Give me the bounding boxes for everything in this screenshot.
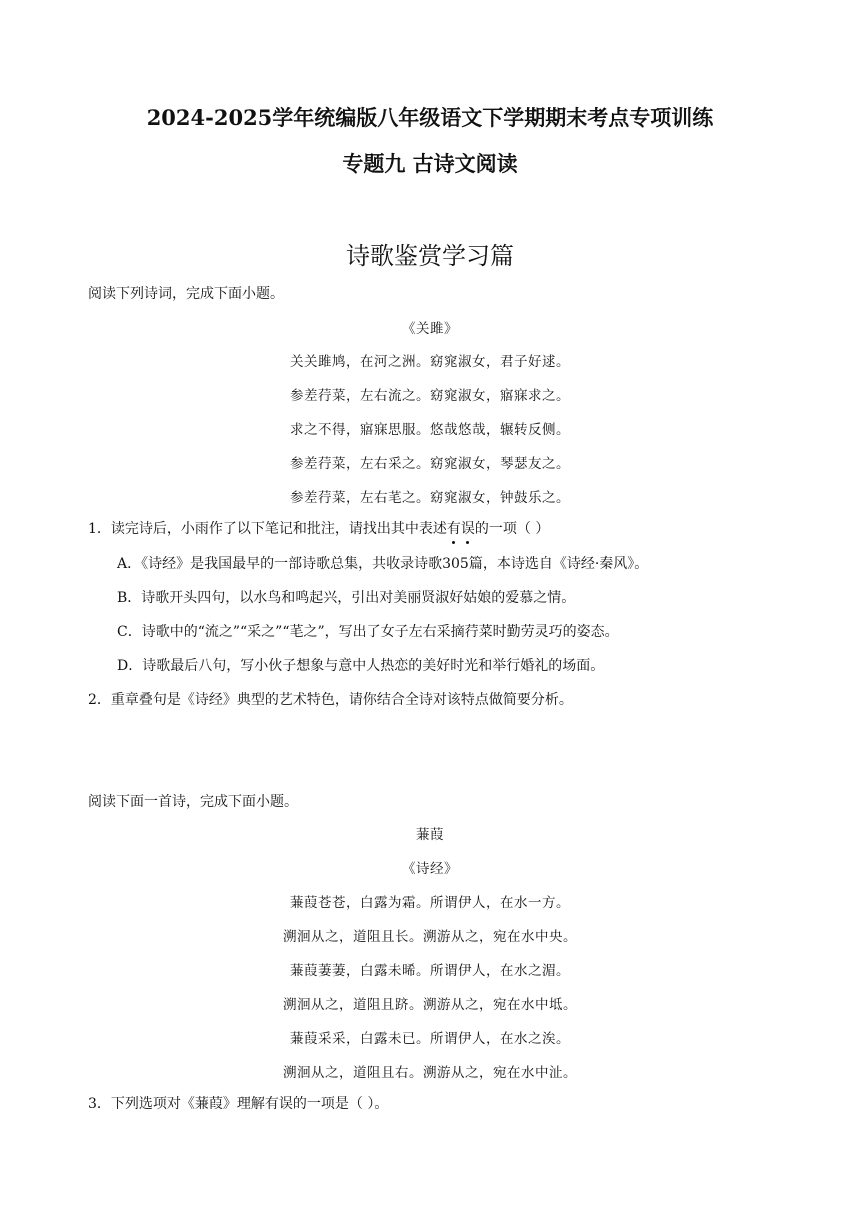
poem1-line: 参差荇菜，左右流之。窈窕淑女，寤寐求之。 [290,388,570,404]
poem2-line: 蒹葭采采，白露未已。所谓伊人，在水之涘。 [290,1031,570,1047]
poem2-line: 蒹葭萋萋，白露未晞。所谓伊人，在水之湄。 [290,963,570,979]
part1-instruction: 阅读下列诗词，完成下面小题。 [88,286,284,302]
poem1-title: 《关雎》 [402,321,458,337]
option-d: D．诗歌最后八句，写小伙子想象与意中人热恋的美好时光和举行婚礼的场面。 [117,658,605,674]
poem1-line: 参差荇菜，左右芼之。窈窕淑女，钟鼓乐之。 [290,490,570,506]
question-1-suffix: 的一项（ ） [474,521,550,537]
poem1-line: 求之不得，寤寐思服。悠哉悠哉，辗转反侧。 [290,422,570,438]
poem2-source: 《诗经》 [402,861,458,877]
poem1-line: 参差荇菜，左右采之。窈窕淑女，琴瑟友之。 [290,456,570,472]
emphasis-char: 误 [461,518,475,538]
part2-instruction: 阅读下面一首诗，完成下面小题。 [88,794,298,810]
question-1 [88,518,549,538]
poem2-title: 蒹葭 [416,827,444,843]
poem2-line: 蒹葭苍苍，白露为霜。所谓伊人，在水一方。 [290,895,570,911]
document-subtitle: 专题九 古诗文阅读 [342,151,518,176]
question-2: 2．重章叠句是《诗经》典型的艺术特色，请你结合全诗对该特点做简要分析。 [88,692,573,708]
option-b: B．诗歌开头四句，以水鸟和鸣起兴，引出对美丽贤淑好姑娘的爱慕之情。 [117,590,576,606]
question-3: 3．下列选项对《蒹葭》理解有误的一项是（ ）。 [88,1096,389,1112]
poem2-line: 溯洄从之，道阻且长。溯游从之，宛在水中央。 [283,929,577,945]
option-c: C．诗歌中的“流之”“采之”“芼之”，写出了女子左右采摘荇菜时勤劳灵巧的姿态。 [117,624,619,640]
section-title: 诗歌鉴赏学习篇 [346,242,514,270]
poem2-line: 溯洄从之，道阻且右。溯游从之，宛在水中沚。 [283,1065,577,1081]
question-1-prefix: 1．读完诗后，小雨作了以下笔记和批注，请找出其中表述 [88,521,447,537]
emphasis-char: 有 [447,518,461,538]
option-a: A．《诗经》是我国最早的一部诗歌总集，共收录诗歌305篇，本诗选自《诗经·秦风》。 [117,556,649,572]
document-title: 2024-2025学年统编版八年级语文下学期期末考点专项训练 [146,105,714,130]
poem1-line: 关关雎鸠，在河之洲。窈窕淑女，君子好逑。 [290,354,570,370]
poem2-line: 溯洄从之，道阻且跻。溯游从之，宛在水中坻。 [283,997,577,1013]
